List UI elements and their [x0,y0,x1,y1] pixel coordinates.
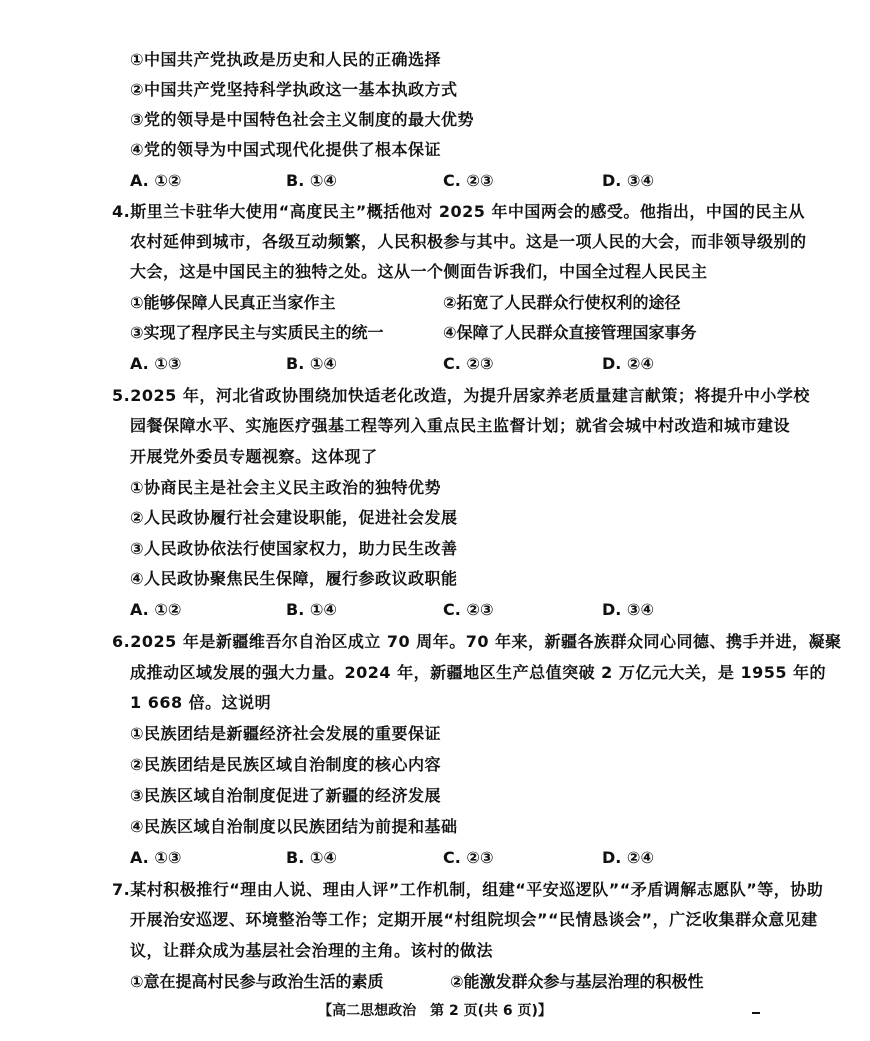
q4-item-4: ④保障了人民群众直接管理国家事务 [443,323,697,342]
q4-stem-line-3: 大会，这是中国民主的独特之处。这从一个侧面告诉我们，中国全过程人民民主 [130,262,708,281]
q4-stem-line-2: 农村延伸到城市，各级互动频繁，人民积极参与其中。这是一项人民的大会，而非领导级别的 [130,232,807,251]
q3-item-1: ①中国共产党执政是历史和人民的正确选择 [130,50,442,69]
q5-item-3: ③人民政协依法行使国家权力，助力民生改善 [130,539,458,558]
corner-mark [752,1012,760,1014]
q6-item-4: ④民族区域自治制度以民族团结为前提和基础 [130,817,458,836]
q4-item-1: ①能够保障人民真正当家作主 [130,293,336,312]
q4-choice-b: B. ①④ [286,354,337,373]
q6-choice-d: D. ②④ [602,848,655,867]
q6-stem-line-3: 1 668 倍。这说明 [130,693,272,712]
q6-choice-c: C. ②③ [443,848,494,867]
q6-stem-line-1: 6.2025 年是新疆维吾尔自治区成立 70 周年。70 年来，新疆各族群众同心同德、携手并进，凝聚 [112,632,842,651]
q6-choice-a: A. ①③ [130,848,182,867]
q3-choice-a: A. ①② [130,171,182,190]
q7-stem-line-1: 7.某村积极推行“理由人说、理由人评”工作机制，组建“平安巡逻队”“矛盾调解志愿队”等，协助 [112,880,824,899]
page-footer: 【高二思想政治 第 2 页(共 6 页)】 [318,1003,552,1019]
q5-choice-c: C. ②③ [443,600,494,619]
q3-item-3: ③党的领导是中国特色社会主义制度的最大优势 [130,110,475,129]
q6-item-1: ①民族团结是新疆经济社会发展的重要保证 [130,724,442,743]
q5-stem-line-2: 园餐保障水平、实施医疗强基工程等列入重点民主监督计划；就省会城中村改造和城市建设 [130,416,791,435]
q7-stem-line-2: 开展治安巡逻、环境整治等工作；定期开展“村组院坝会”“民情恳谈会”，广泛收集群众意见建 [130,910,818,929]
q6-choice-b: B. ①④ [286,848,337,867]
q7-item-2: ②能激发群众参与基层治理的积极性 [450,972,704,991]
q7-stem-line-3: 议，让群众成为基层社会治理的主角。该村的做法 [130,941,494,960]
q4-choice-d: D. ②④ [602,354,655,373]
q5-choice-b: B. ①④ [286,600,337,619]
q4-stem-line-1: 4.斯里兰卡驻华大使用“高度民主”概括他对 2025 年中国两会的感受。他指出，中国的民主从 [112,202,805,221]
q4-choice-c: C. ②③ [443,354,494,373]
q7-item-1: ①意在提高村民参与政治生活的素质 [130,972,384,991]
q6-stem-line-2: 成推动区域发展的强大力量。2024 年，新疆地区生产总值突破 2 万亿元大关，是 1955 年的 [130,663,827,682]
q4-item-3: ③实现了程序民主与实质民主的统一 [130,323,384,342]
q5-choice-d: D. ③④ [602,600,655,619]
q6-item-3: ③民族区域自治制度促进了新疆的经济发展 [130,786,442,805]
q3-choice-c: C. ②③ [443,171,494,190]
q3-item-2: ②中国共产党坚持科学执政这一基本执政方式 [130,80,458,99]
q5-item-2: ②人民政协履行社会建设职能，促进社会发展 [130,508,458,527]
q5-item-4: ④人民政协聚焦民生保障，履行参政议政职能 [130,569,458,588]
q5-stem-line-3: 开展党外委员专题视察。这体现了 [130,447,378,466]
q3-choice-b: B. ①④ [286,171,337,190]
q4-item-2: ②拓宽了人民群众行使权利的途径 [443,293,681,312]
q5-choice-a: A. ①② [130,600,182,619]
q5-stem-line-1: 5.2025 年，河北省政协围绕加快适老化改造，为提升居家养老质量建言献策；将提升中小学校 [112,386,810,405]
q3-item-4: ④党的领导为中国式现代化提供了根本保证 [130,140,442,159]
q4-choice-a: A. ①③ [130,354,182,373]
q5-item-1: ①协商民主是社会主义民主政治的独特优势 [130,478,442,497]
q3-choice-d: D. ③④ [602,171,655,190]
q6-item-2: ②民族团结是民族区域自治制度的核心内容 [130,755,442,774]
